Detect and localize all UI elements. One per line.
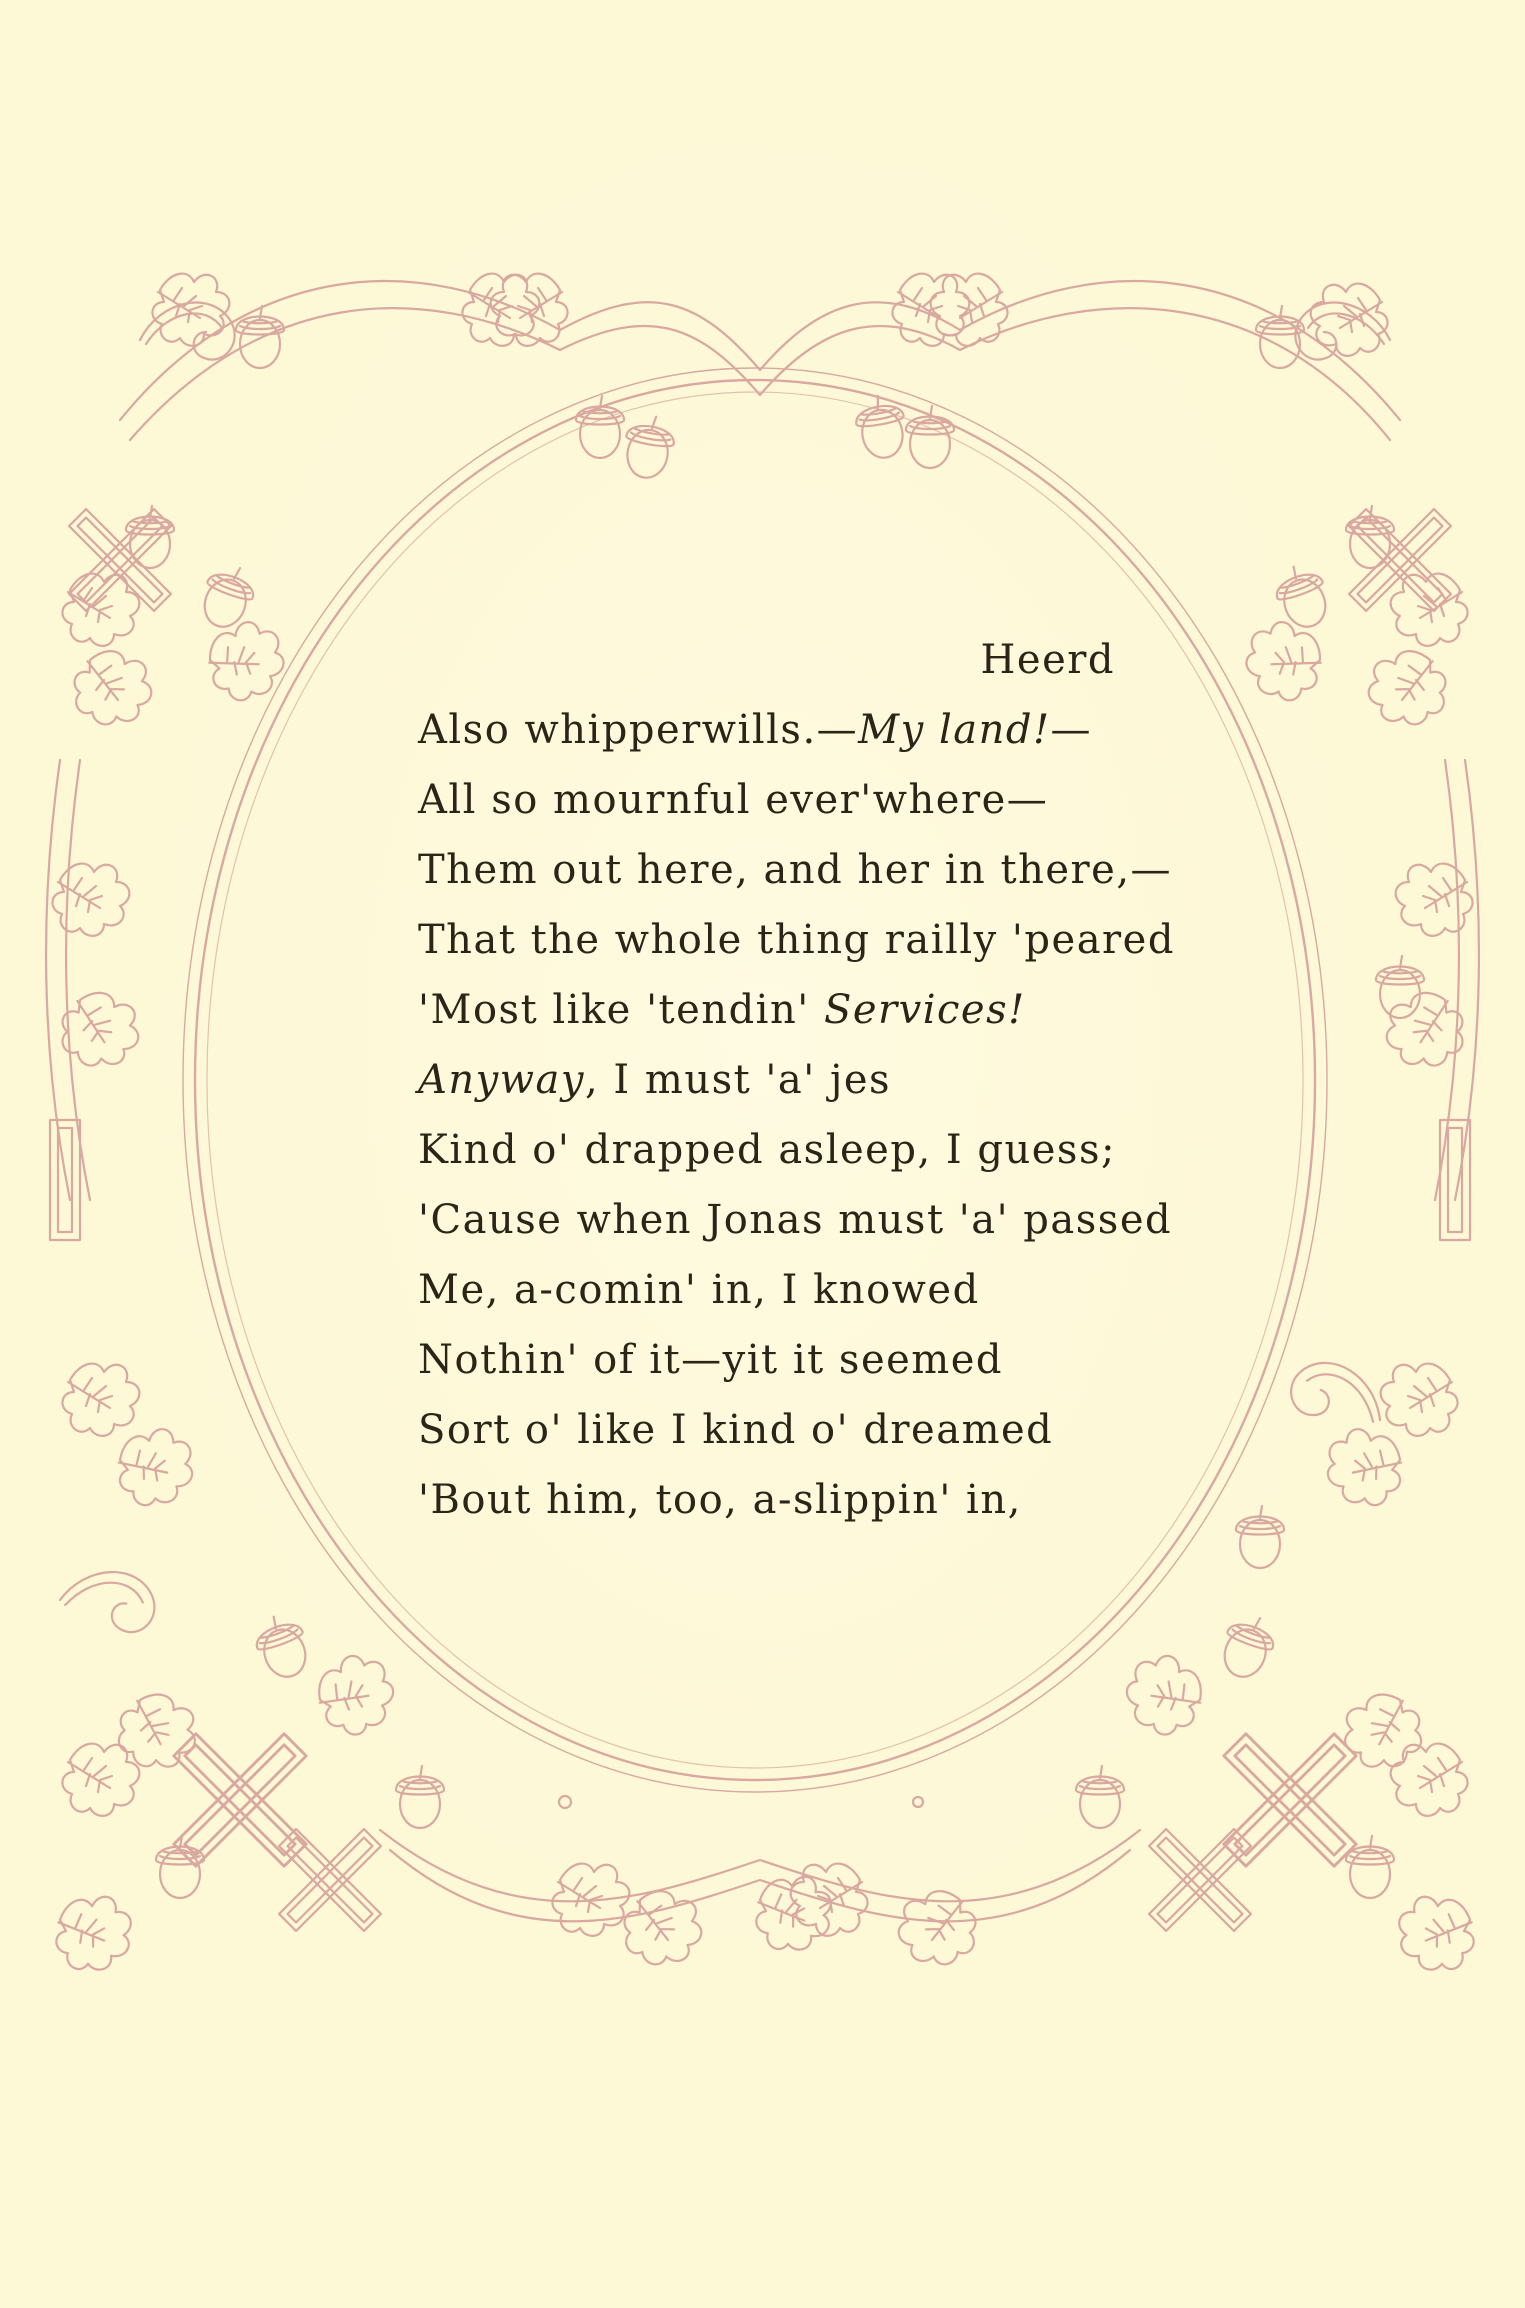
poem-line [418, 905, 1218, 975]
poem-text-segment: 'Most like 'tendin' [418, 987, 824, 1033]
poem-line [418, 1465, 1218, 1535]
poem-text-segment: That the whole thing railly 'peared [418, 917, 1175, 963]
poem-text-segment: Them out here, and her in there,— [418, 847, 1173, 893]
poem-text-segment: Also whipperwills.— [418, 707, 859, 753]
poem-text-segment: Sort o' like I kind o' dreamed [418, 1407, 1054, 1453]
poem-line [418, 975, 1218, 1045]
poem-line [418, 1185, 1218, 1255]
poem-text-segment: 'Cause when Jonas must 'a' passed [418, 1197, 1173, 1243]
poem-text-segment: — [1050, 707, 1093, 753]
poem-text-segment: , I must 'a' jes [584, 1057, 892, 1103]
poem-text-segment: All so mournful ever'where— [418, 777, 1049, 823]
poem-text-segment: Kind o' drapped asleep, I guess; [418, 1127, 1116, 1173]
poem-text-segment: Heerd [980, 637, 1115, 683]
poem-text-segment: Me, a-comin' in, I knowed [418, 1267, 980, 1313]
poem-line [418, 1115, 1218, 1185]
poem-line [418, 765, 1218, 835]
poem-line [418, 695, 1218, 765]
poem-line [418, 1255, 1218, 1325]
poem-italic-text: Anyway [418, 1057, 585, 1103]
poem-line [418, 1045, 1218, 1115]
poem-text [418, 625, 1218, 1535]
poem-italic-text: My land! [858, 707, 1051, 753]
poem-line [418, 1395, 1218, 1465]
poem-text-segment: 'Bout him, too, a-slippin' in, [418, 1477, 1022, 1523]
poem-line [418, 835, 1218, 905]
poem-line [418, 625, 1115, 695]
poem-text-segment: Nothin' of it—yit it seemed [418, 1337, 1003, 1383]
poem-italic-text: Services! [823, 987, 1026, 1033]
poem-line [418, 1325, 1218, 1395]
